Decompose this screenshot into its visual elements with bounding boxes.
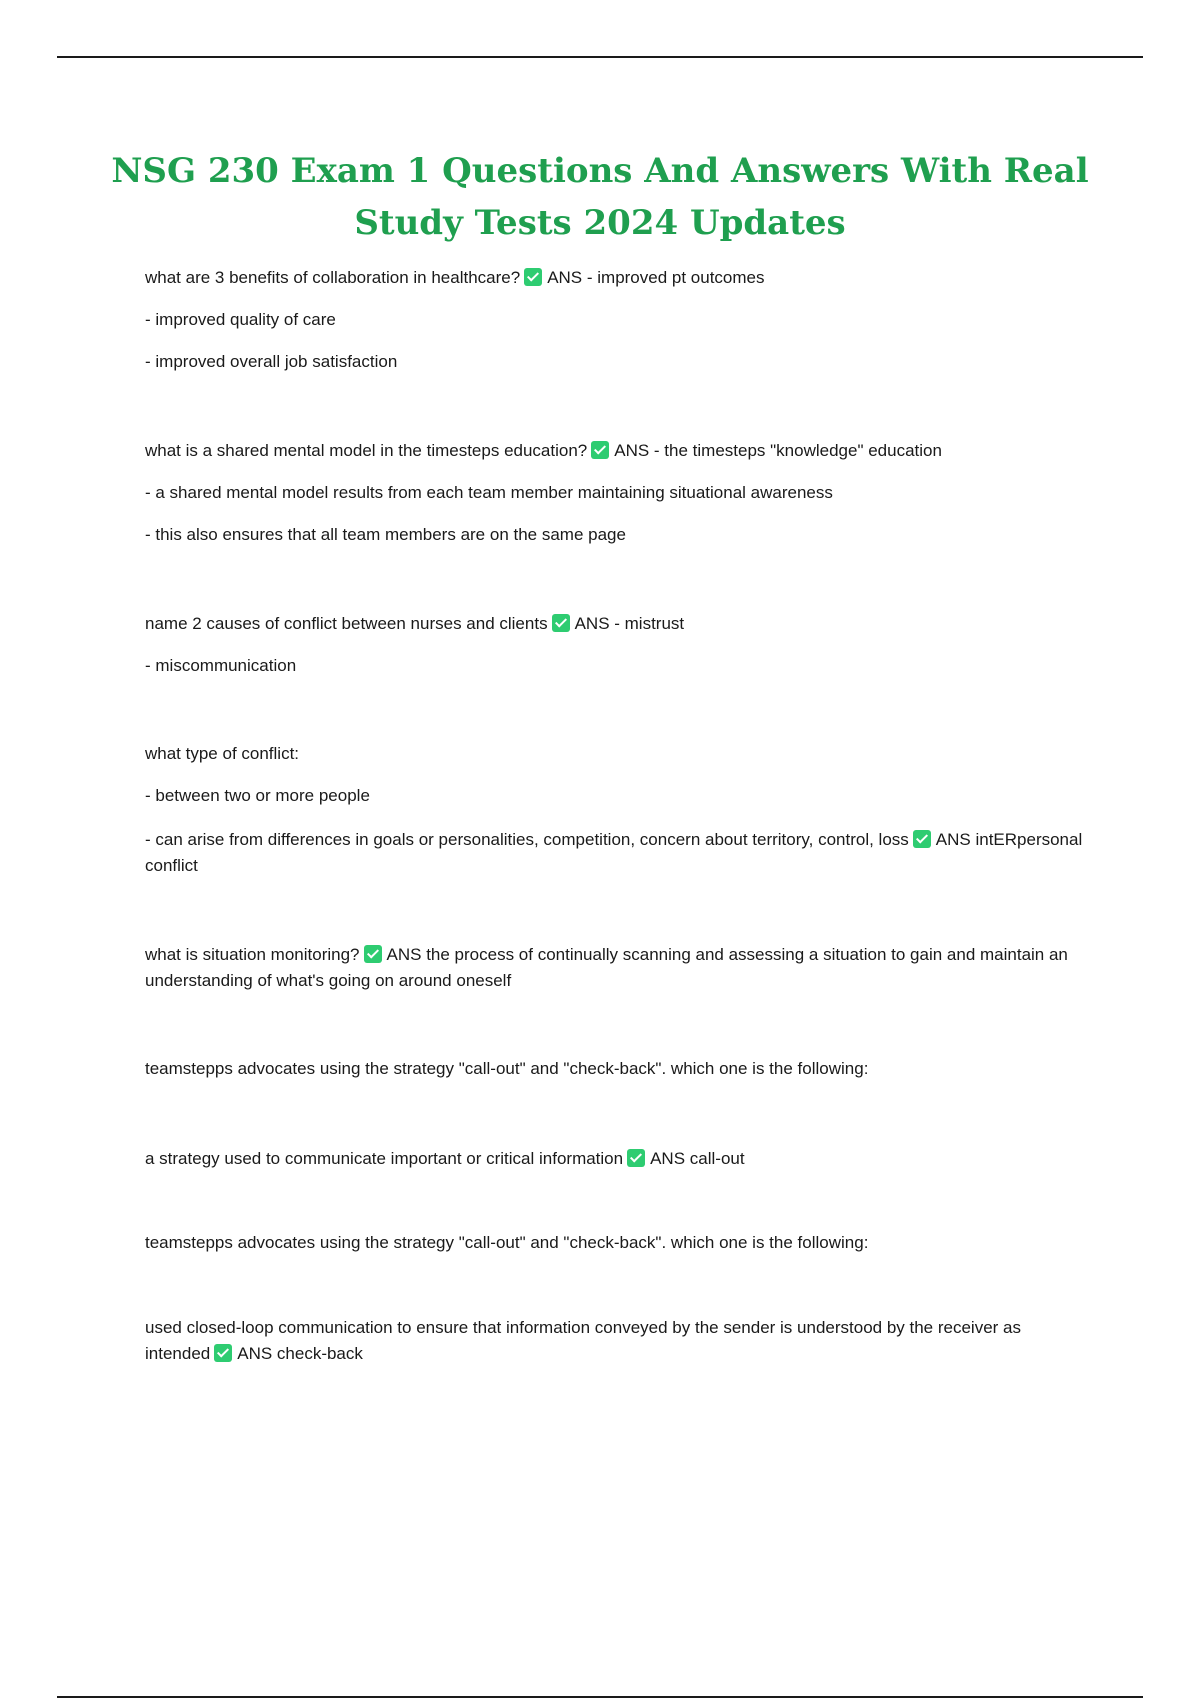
checkmark-icon bbox=[524, 268, 542, 286]
text-line: teamstepps advocates using the strategy "call-out" and "check-back". which one is the following: bbox=[145, 1233, 869, 1252]
question-line: what is a shared mental model in the timesteps education? ANS - the timesteps "knowledge" education bbox=[145, 441, 942, 460]
answer-line: - this also ensures that all team members are on the same page bbox=[145, 525, 626, 544]
checkmark-icon bbox=[364, 945, 382, 963]
question-line: used closed-loop communication to ensure that information conveyed by the sender is understood by the receiver as intended ANS check-back bbox=[145, 1318, 1021, 1363]
question-line: name 2 causes of conflict between nurses and clients ANS - mistrust bbox=[145, 614, 685, 633]
answer-line: - improved overall job satisfaction bbox=[145, 352, 398, 371]
answer-line: - improved quality of care bbox=[145, 310, 336, 329]
checkmark-icon bbox=[627, 1149, 645, 1167]
question-line: - can arise from differences in goals or personalities, competition, concern about territory, control, loss ANS intERpersonal conflict bbox=[145, 830, 1083, 875]
document-title: NSG 230 Exam 1 Questions And Answers With Real Study Tests 2024 Updates bbox=[111, 151, 1089, 243]
text-line: teamstepps advocates using the strategy "call-out" and "check-back". which one is the following: bbox=[145, 1059, 869, 1078]
top-rule bbox=[57, 56, 1143, 58]
checkmark-icon bbox=[214, 1344, 232, 1362]
answer-line: - a shared mental model results from each team member maintaining situational awareness bbox=[145, 483, 833, 502]
question-line: a strategy used to communicate important or critical information ANS call-out bbox=[145, 1149, 745, 1168]
answer-line: - miscommunication bbox=[145, 656, 297, 675]
question-line: what are 3 benefits of collaboration in healthcare? ANS - improved pt outcomes bbox=[145, 268, 765, 287]
checkmark-icon bbox=[913, 830, 931, 848]
bottom-rule bbox=[57, 1696, 1143, 1698]
text-line: - between two or more people bbox=[145, 786, 370, 805]
checkmark-icon bbox=[591, 441, 609, 459]
question-line: what is situation monitoring? ANS the process of continually scanning and assessing a situation to gain and maintain an understanding of what's going on around oneself bbox=[145, 945, 1068, 990]
checkmark-icon bbox=[552, 614, 570, 632]
question-line: what type of conflict: bbox=[145, 744, 300, 763]
